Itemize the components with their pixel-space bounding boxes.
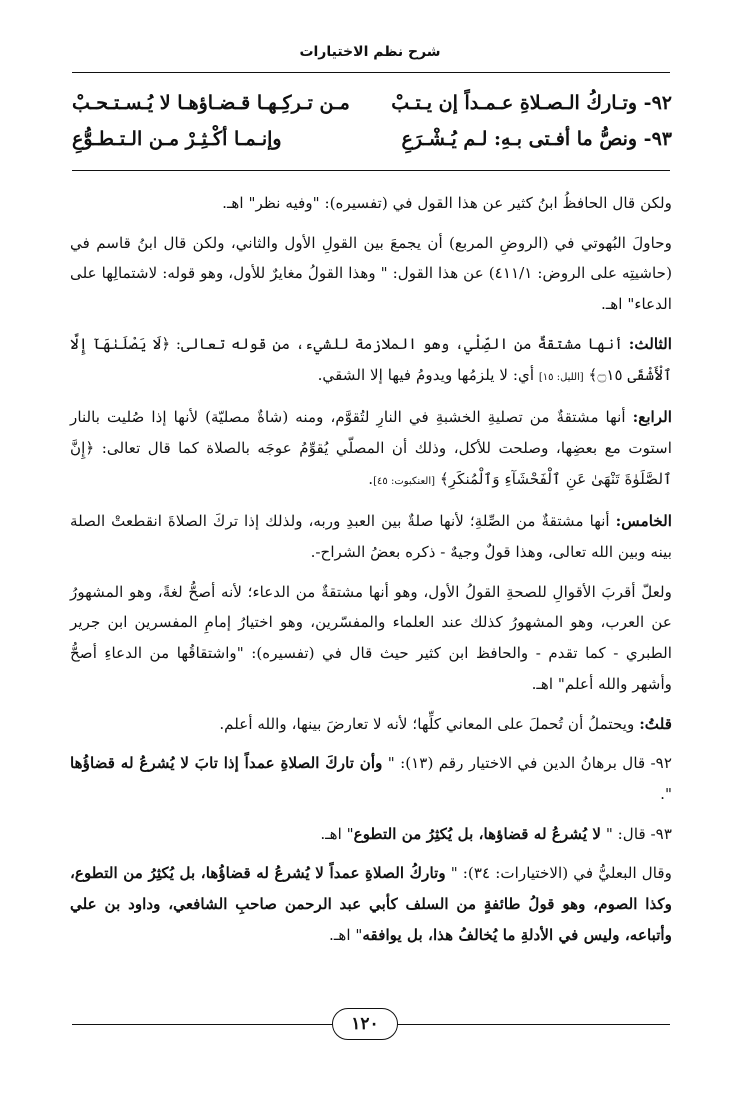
verse-second-hemistich: وإنـمـا أكْـثِـرْ مـن الـتـطـوُّعِ bbox=[72, 128, 282, 150]
paragraph: الرابع: أنها مشتقةٌ من تصليةِ الخشبةِ في النارِ لتُقوَّم، ومنه (شاةٌ مصليّة) لأنها إذا صُليت بالنار استوت مع بعضِها، وصلحت للأكل، وذلك أن المصلّي يُقوِّمُ عوجَه بالصلاة كما قال تعالى: ﴿إِنَّ ٱلصَّلَوٰةَ تَنْهَىٰ عَنِ ٱلْفَحْشَآءِ وَٱلْمُنكَرِ﴾ [العنكبوت: ٤٥]. bbox=[70, 408, 672, 488]
paragraph: الخامس: أنها مشتقةٌ من الصِّلةِ؛ لأنها صلةٌ بين العبدِ وربه، ولذلك إذا تركَ الصلاةَ انقطعتْ الصلة بينه وبين الله تعالى، وهذا قولٌ وجيهٌ - ذكره بعضُ الشراح-. bbox=[70, 512, 672, 562]
section-lead: قلتُ: bbox=[639, 714, 672, 733]
paragraph: وقال البعليُّ في (الاختيارات: ٣٤): " وتاركُ الصلاةِ عمداً لا يُشرعُ له قضاؤُها، بل يُكثِرُ من التطوع، وكذا الصوم، وهو قولُ طائفةٍ من السلف كأبي عبد الرحمن صاحبِ الشافعي، وداود بن علي وأتباعه، وليس في الأدلةِ ما يُخالفُ هذا، بل يوافقه" اهـ. bbox=[70, 864, 673, 944]
verse-first-hemistich: ٩٣- ونصُّ ما أفـتى بـهِ: لـم يُـشْـرَعِ bbox=[401, 128, 672, 150]
paragraph: الثالث: أنها مشتقةٌ من الصِّلْي، وهو الملازمة للشيء، من قوله تعالى: ﴿لَا يَصْلَىٰهَآ إِلَّا ٱلْأَشْقَى ۝١٥﴾ [الليل: ١٥] أي: لا يلزمُها ويدومُ فيها إلا الشقي. bbox=[70, 334, 672, 384]
verse-rule bbox=[72, 170, 670, 171]
paragraph: ولعلّ أقربَ الأقوالِ للصحةِ القولُ الأول، وهو أنها مشتقةٌ من الدعاء؛ لأنه أصحُّ لغةً، وهو المشهورُ عن العرب، وهو المشهورُ كذلك عند العلماء والمفسّرين، وهو اختيارُ إمامِ المفسرين ابن جرير الطبري - كما تقدم - والحافظ ابن كثير حيث قال في (تفسيره): "واشتقاقُها من الدعاءِ أصحُّ وأشهر والله أعلم" اهـ. bbox=[70, 582, 672, 693]
verse-line bbox=[72, 92, 672, 122]
paragraph: ولكن قال الحافظُ ابنُ كثير عن هذا القول في (تفسيره): "وفيه نظر" اهـ. bbox=[222, 194, 672, 212]
section-lead: الرابع: bbox=[632, 408, 672, 427]
section-lead: الثالث: bbox=[628, 334, 672, 353]
quoted-ruling: لا يُشرعُ له قضاؤها، بل يُكثِرُ من التطوع bbox=[353, 824, 602, 843]
quran-citation: [العنكبوت: ٤٥] bbox=[373, 475, 436, 487]
paragraph: وحاولَ البُهوتي في (الروضِ المربع) أن يجمعَ بين القولِ الأول والثاني، ولكن قال ابنُ قاسم في (حاشيتِه على الروض: ٤١١/١) عن هذا القول: " وهذا القولُ مغايرٌ للأول، وهو قوله: لاشتمالِها على الدعاء" اهـ. bbox=[70, 233, 672, 314]
verse-first-hemistich: ٩٢- وتـاركُ الـصـلاةِ عـمـداً إن يـتـبْ bbox=[391, 92, 672, 114]
header-rule bbox=[72, 72, 670, 73]
running-header: شرح نظم الاختيارات bbox=[299, 44, 441, 60]
paragraph: قلتُ: ويحتملُ أن تُحملَ على المعاني كلِّها؛ لأنه لا تعارضَ بينها، والله أعلم. bbox=[219, 714, 672, 733]
section-lead: الخامس: bbox=[615, 512, 672, 531]
verse-line bbox=[72, 128, 672, 158]
commentary-text bbox=[70, 188, 672, 959]
verse-second-hemistich: مـن تـركِـهـا قـضـاؤهـا لا يُـسـتـحـبْ bbox=[72, 92, 350, 114]
paragraph: ٩٣- قال: " لا يُشرعُ له قضاؤها، بل يُكثِرُ من التطوع" اهـ. bbox=[320, 824, 672, 843]
paragraph: ٩٢- قال برهانُ الدين في الاختيار رقم (١٣): " وأن تاركَ الصلاةِ عمداً إذا تابَ لا يُشرعُ له قضاؤُها ". bbox=[70, 754, 672, 803]
page-number: ١٢٠ bbox=[332, 1008, 398, 1040]
quoted-ruling: وتاركُ الصلاةِ عمداً لا يُشرعُ له قضاؤُها، بل يُكثِرُ من التطوع، وكذا الصوم، وهو قولُ طائفةٍ من السلف كأبي عبد الرحمن صاحبِ الشافعي، وداود بن علي وأتباعه، وليس في الأدلةِ ما يُخالفُ هذا، بل يوافقه bbox=[70, 864, 672, 944]
quran-citation: [الليل: ١٥] bbox=[538, 371, 584, 383]
quoted-ruling: وأن تاركَ الصلاةِ عمداً إذا تابَ لا يُشرعُ له قضاؤُها bbox=[70, 754, 383, 773]
